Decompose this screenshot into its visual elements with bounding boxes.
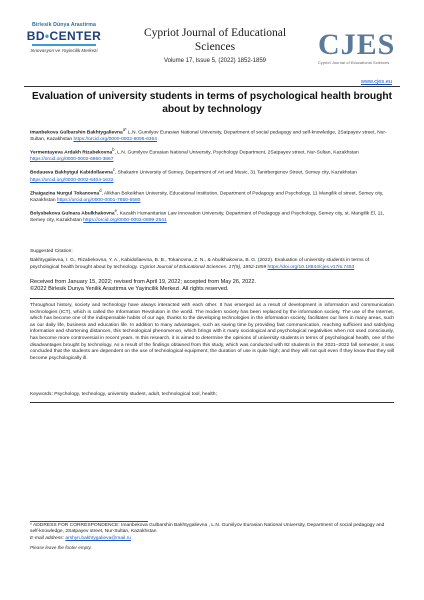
received-line: Received from January 15, 2022; revised from April 19, 2022; accepted from May 26, 2022. <box>30 279 257 285</box>
author-list <box>30 127 394 228</box>
logo-bar <box>32 44 96 46</box>
citation-journal: Cypriot Journal of Educational Sciences. 17(5), 1852-1859 <box>139 264 267 270</box>
logo-line3: Innovasyon ve Yayincilik Merkezi <box>30 48 98 53</box>
header-rule <box>24 86 400 87</box>
cjes-logo-text: CJES <box>318 28 396 61</box>
logo-brand-sep: • <box>44 29 50 43</box>
author-sup: b <box>112 147 115 153</box>
author-entry <box>30 208 394 225</box>
keywords-label: Keywords: <box>30 392 53 397</box>
author-affiliation: , Alikhan Bokeikhan University, Educational Institution, Department of Pedagogy and Psychology, 11 Mangilik el street, Semey city, Kazakhstan <box>30 191 384 203</box>
author-sup: d <box>99 187 102 193</box>
cjes-logo <box>318 30 398 72</box>
bd-center-logo <box>18 22 110 72</box>
article-title: Evaluation of university students in terms of psychological health brought about by technology <box>31 91 392 115</box>
orcid-link[interactable]: https://orcid.org/0000-0002-6095-6354 <box>73 137 157 143</box>
author-entry <box>30 127 394 144</box>
correspondence-email <box>30 536 394 542</box>
orcid-link[interactable]: https://orcid.org/0000-0001-7850-5580 <box>56 197 141 203</box>
logo-line1: Birlesik Dünya Arastirma <box>32 22 96 28</box>
journal-title: Cypriot Journal of Educational Sciences <box>143 27 287 53</box>
correspondence-footnote <box>30 523 394 542</box>
author-name: Zhaigazina Nurgul Tokanovna <box>30 191 100 197</box>
copyright-line: ©2022 Birlesik Dunya Yenilik Arastirma ve Yayincilik Merkezi. All rights reserved. <box>30 286 229 292</box>
author-sup: e <box>114 207 117 213</box>
email-label: E-mail address: <box>30 535 64 541</box>
logo-brand-b: CENTER <box>49 29 102 43</box>
author-affiliation: , Shakarim University of Semey, Department of Art and Music, 31 Tanirbergenov Street, Semey city, Kazakhstan <box>114 171 357 177</box>
footer-note: Please leave the footer empty. <box>30 545 92 550</box>
cjes-logo-subtitle: Cypriot Journal of Educational Sciences <box>318 61 390 65</box>
citation-heading: Suggested Citation: <box>30 249 73 254</box>
orcid-link[interactable]: https://orcid.org/0000-0002-0899-2541 <box>83 218 167 224</box>
suggested-citation <box>30 258 394 271</box>
citation-text: Bakhtygalievna, I. G., Rizabekovna, Y. A., Kabidollaevna, B. B., Tokanovna, Z. N., & Abulkhakovna, B. G. (2022). Evaluation of university students in terms of psychological health brought about by technology. <box>30 258 369 270</box>
correspondence-address: * ADDRESS FOR CORRESPONDENCE: Imanbekova Gulbarshin Bakhtygalievna , L.N. Gumilyov Eurasian National University, Department of social pedagogy and self-knowledge, 2Satpayev street, Nur-Sultan, Kazakhstan <box>30 523 385 535</box>
received-dates <box>30 279 394 293</box>
journal-url-link[interactable]: www.cjes.eu <box>360 79 392 85</box>
orcid-link[interactable]: https://orcid.org/0000-0002-6404-1632 <box>30 177 114 183</box>
author-name: Bodaueva Bakhytgul Kabidollaevna <box>30 171 113 177</box>
keywords-bottom-rule <box>30 402 394 403</box>
author-affiliation: , L.N. Gumilyov Eurasian National University, Psychology Department, 2Satpayev street, Nur-Sultan, Kazakhstan <box>114 150 359 156</box>
abstract <box>30 303 394 362</box>
logo-brand <box>18 29 110 43</box>
journal-meta: Volume 17, Issue 5, (2022) 1852-1859 <box>163 58 267 64</box>
author-affiliation: L.N. Gumilyov Eurasian National University, Department of social pedagogy and self-knowledge, 2Satpayev street, Nur-Sultan, Kazakhstan <box>30 130 387 143</box>
author-entry <box>30 188 394 205</box>
footnote-rule <box>30 521 148 522</box>
email-link[interactable]: arshyn.bakhtygalieva@mail.ru <box>65 535 131 541</box>
orcid-link[interactable]: https://orcid.org/0000-0002-6860-3867 <box>30 157 114 163</box>
author-affiliation: , Kazakh Humanitarian Law Innovation University, Department of Pedagogy and Psychology, Semey city, st. Mangilik El, 11, Semey city, Kazakhstan <box>30 211 385 224</box>
author-name: Bolysbekova Gulnara Abulkhakovna <box>30 211 115 217</box>
author-entry <box>30 147 394 164</box>
author-name: Yermentayeva Ardakh Rizabekovna <box>30 150 113 156</box>
author-sup: c <box>112 167 115 173</box>
logo-brand-a: BD <box>26 29 45 43</box>
keywords-text: Psychology, technology, university student, adult, technological tool, health; <box>54 392 217 397</box>
keywords <box>30 392 394 397</box>
citation-doi-link[interactable]: https://doi.org/10.18844/cjes.v17i5.7453 <box>267 264 355 270</box>
author-entry <box>30 167 394 184</box>
abstract-text: Throughout history, society and technology have always interacted with each other. It has emerged as a result of development in information and communication technologies (ICT), which is called the Information Revolution in the world. The modern society has been replaced by the information society. The use of the Internet, which has become one of the indispensable habits of our age, thanks to the developing technologies in the information society, facilitates our lives in many areas, such as our daily life, business and education life. In addition to many advantages, such as saving time by providing fast communication, reaching sufficient and satisfying information and shortening distances, this technological phenomenon, which brings with it many sociological and psychological negativities when not used consciously, has become more controversial in recent years. In this research, it is aimed to determine the opinions of university students in terms of psychological health, one of the disadvantages brought by technology. As a result of the findings obtained from this study, which was conducted with 82 students in the 2021–2022 fall semester, it was concluded that the students are dependent on the use of technological equipment; the duration of use is quite high; and they will not quit even if they know that they will become psychologically ill. <box>30 303 394 361</box>
author-sup: a* <box>122 127 127 132</box>
abstract-top-rule <box>30 298 394 299</box>
author-name: Imanbekova Gulbarshin Bakhtygalievna <box>30 130 123 136</box>
